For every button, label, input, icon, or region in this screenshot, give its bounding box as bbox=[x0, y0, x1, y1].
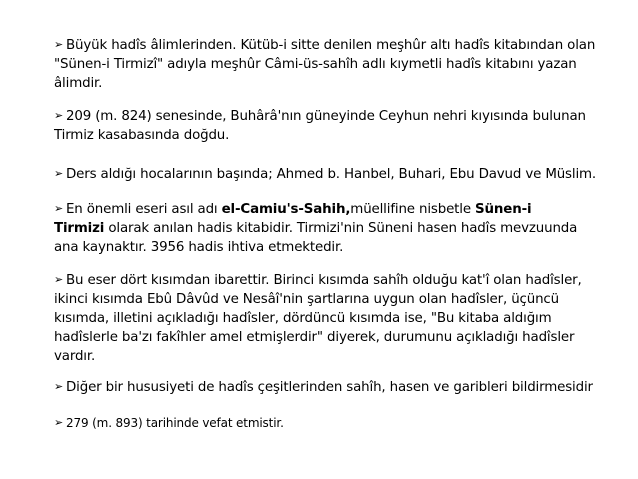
paragraph-teachers bbox=[54, 165, 614, 184]
text-line: ikinci kısımda Ebû Dâvûd ve Nesâî'nin şartlarına uygun olan hadîsler, üçüncü bbox=[54, 292, 559, 307]
text-line: Tirmizi olarak anılan hadis kitabidir. Tirmizi'nin Süneni hasen hadîs mevzuunda bbox=[54, 221, 578, 236]
book-title-bold: el-Camiu's-Sahih, bbox=[221, 202, 351, 217]
text-line: ➢ En önemli eseri asıl adı el-Camiu's-Sahih,müellifine nisbetle Sünen-i bbox=[54, 200, 614, 219]
paragraph-biography bbox=[54, 36, 614, 93]
text-line: hadîslerle ba'zı fakîhler amel etmişlerdir" diyerek, durumunu açıkladığı hadîsler bbox=[54, 330, 575, 345]
text-line: ➢ Büyük hadîs âlimlerinden. Kütüb-i sitte denilen meşhûr altı hadîs kitabından olan bbox=[54, 36, 614, 55]
arrow-bullet-icon: ➢ bbox=[54, 416, 64, 429]
text-line: ➢ Ders aldığı hocalarının başında; Ahmed b. Hanbel, Buhari, Ebu Davud ve Müslim. bbox=[54, 165, 614, 184]
book-name-bold: Tirmizi bbox=[54, 221, 105, 236]
paragraph-death bbox=[54, 414, 614, 433]
paragraph-structure bbox=[54, 271, 614, 366]
arrow-bullet-icon: ➢ bbox=[54, 202, 64, 215]
text-line: vardır. bbox=[54, 349, 96, 364]
text-line: kısımda, illetini açıkladığı hadîsler, dördüncü kısımda ise, "Bu kitaba aldığım bbox=[54, 311, 552, 326]
arrow-bullet-icon: ➢ bbox=[54, 38, 64, 51]
text-line: ana kaynaktır. 3956 hadis ihtiva etmektedir. bbox=[54, 240, 344, 255]
arrow-bullet-icon: ➢ bbox=[54, 380, 64, 393]
arrow-bullet-icon: ➢ bbox=[54, 109, 64, 122]
text-line: ➢ 279 (m. 893) tarihinde vefat etmistir. bbox=[54, 414, 614, 433]
text-line: ➢ 209 (m. 824) senesinde, Buhârâ'nın güneyinde Ceyhun nehri kıyısında bulunan bbox=[54, 107, 614, 126]
arrow-bullet-icon: ➢ bbox=[54, 167, 64, 180]
text-line: Tirmiz kasabasında doğdu. bbox=[54, 128, 230, 143]
text-line: âlimdir. bbox=[54, 76, 103, 91]
paragraph-main-work bbox=[54, 200, 614, 257]
text-line: ➢ Diğer bir hususiyeti de hadîs çeşitlerinden sahîh, hasen ve garibleri bildirmesidir bbox=[54, 378, 614, 397]
book-name-bold: Sünen-i bbox=[475, 202, 532, 217]
text-line: ➢ Bu eser dört kısımdan ibarettir. Birinci kısımda sahîh olduğu kat'î olan hadîsler, bbox=[54, 271, 614, 290]
paragraph-birth bbox=[54, 107, 614, 145]
paragraph-feature bbox=[54, 378, 614, 397]
text-line: "Sünen-i Tirmizî" adıyla meşhûr Câmi-üs-sahîh adlı kıymetli hadîs kitabını yazan bbox=[54, 57, 577, 72]
arrow-bullet-icon: ➢ bbox=[54, 273, 64, 286]
